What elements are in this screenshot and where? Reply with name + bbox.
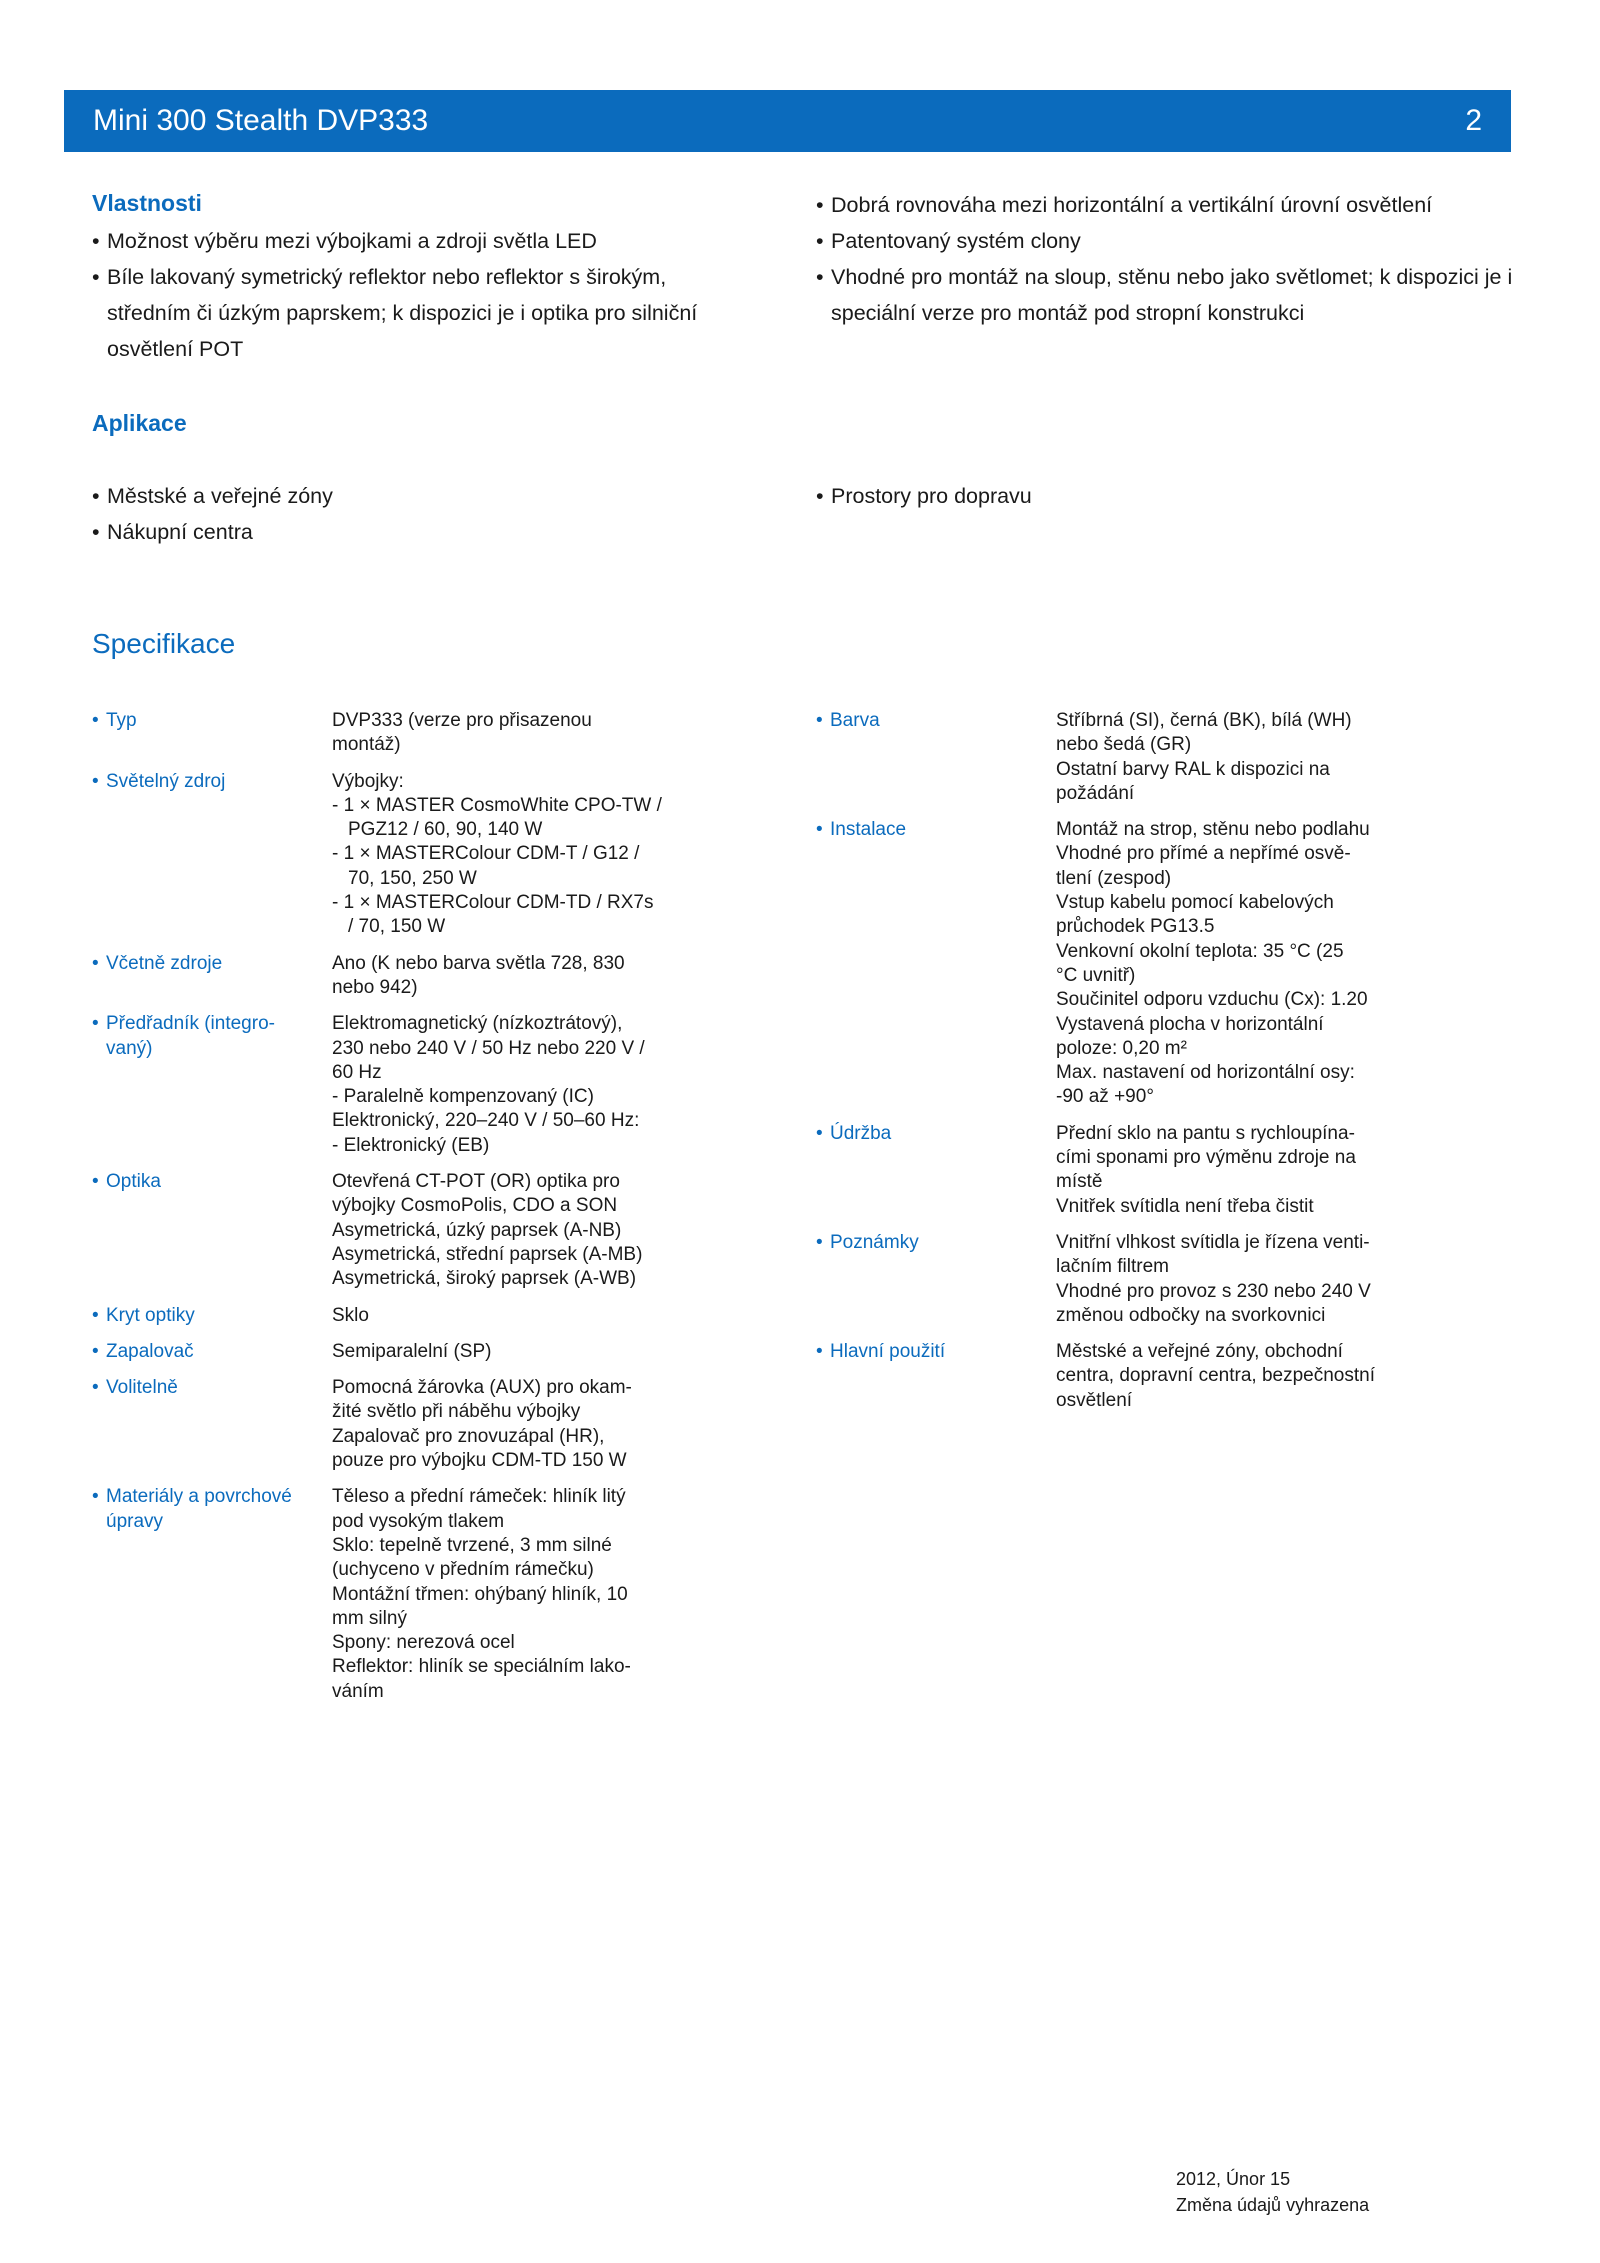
list-item: • Patentovaný systém clony: [816, 223, 1516, 259]
spec-value-line: tlení (zespod): [1056, 867, 1172, 889]
spec-value-line: montáž): [332, 734, 401, 756]
spec-value-line: Spony: nerezová ocel: [332, 1632, 515, 1654]
spec-value-dash-line: - 1 × MASTERColour CDM-T / G12 / 70, 150, 250 W: [332, 843, 640, 889]
spec-value-line: Ano (K nebo barva světla 728, 830: [332, 952, 625, 974]
spec-value-line: Ostatní barvy RAL k dispozici na: [1056, 758, 1330, 780]
spec-row: [816, 1340, 1388, 1413]
footer-note: Změna údajů vyhrazena: [1176, 2195, 1370, 2215]
spec-value-dash-line: - Elektronický (EB): [332, 1134, 490, 1156]
vlastnosti-title: Vlastnosti: [92, 190, 202, 216]
document-title: Mini 300 Stealth DVP333: [93, 104, 429, 137]
header-bar: [64, 90, 1511, 152]
spec-value: [1056, 709, 1388, 806]
spec-value: [1056, 1122, 1388, 1219]
spec-value-line: Zapalovač pro znovuzápal (HR),: [332, 1425, 605, 1447]
spec-value-line: váním: [332, 1680, 384, 1702]
spec-value: [332, 1376, 664, 1473]
spec-row: [92, 1376, 664, 1473]
spec-value-line: Asymetrická, střední paprsek (A-MB): [332, 1243, 643, 1265]
spec-row: [92, 770, 664, 940]
spec-label: • Světelný zdroj: [92, 770, 332, 940]
spec-value-line: nebo 942): [332, 976, 418, 998]
spec-value-line: požádání: [1056, 782, 1135, 804]
footer: [1176, 2166, 1369, 2218]
spec-value: [332, 952, 664, 1001]
spec-row: [816, 709, 1388, 806]
spec-label: • Poznámky: [816, 1231, 1056, 1328]
spec-value: [332, 1340, 664, 1364]
spec-value-line: Elektromagnetický (nízkoztrátový),: [332, 1013, 623, 1035]
spec-value-line: centra, dopravní centra, bezpečnostní: [1056, 1365, 1375, 1387]
list-item: • Vhodné pro montáž na sloup, stěnu nebo jako světlomet; k dispozici je i speciální verze pro montáž pod stropní konstrukci: [816, 259, 1516, 331]
list-item: • Městské a veřejné zóny: [92, 478, 742, 514]
spec-value-line: Otevřená CT-POT (OR) optika pro: [332, 1171, 620, 1193]
spec-value-line: Pomocná žárovka (AUX) pro okam-: [332, 1377, 632, 1399]
spec-value-line: žité světlo při náběhu výbojky: [332, 1401, 581, 1423]
spec-value: [332, 709, 664, 758]
spec-value-line: Těleso a přední rámeček: hliník litý: [332, 1486, 626, 1508]
spec-value-line: Elektronický, 220–240 V / 50–60 Hz:: [332, 1110, 640, 1132]
spec-value-line: (uchyceno v předním rámečku): [332, 1559, 594, 1581]
spec-value-line: pouze pro výbojku CDM-TD 150 W: [332, 1450, 627, 1472]
spec-value-line: nebo šedá (GR): [1056, 734, 1192, 756]
spec-value-line: Výbojky:: [332, 770, 404, 792]
spec-row: [92, 952, 664, 1001]
spec-value-line: výbojky CosmoPolis, CDO a SON: [332, 1195, 618, 1217]
spec-value-line: změnou odbočky na svorkovnici: [1056, 1304, 1326, 1326]
spec-label: • Typ: [92, 709, 332, 758]
spec-value-line: Asymetrická, široký paprsek (A-WB): [332, 1268, 637, 1290]
spec-right-column: [816, 709, 1388, 1425]
aplikace-right-list: [816, 478, 1466, 514]
spec-value-line: Sklo: [332, 1304, 369, 1326]
spec-row: [92, 1485, 664, 1704]
spec-label: • Předřadník (integro-vaný): [92, 1012, 332, 1158]
spec-value: [332, 1012, 664, 1158]
spec-label: • Instalace: [816, 818, 1056, 1110]
spec-value-line: osvětlení: [1056, 1389, 1133, 1411]
spec-value: [332, 770, 664, 940]
spec-value-line: lačním filtrem: [1056, 1256, 1169, 1278]
spec-label: • Hlavní použití: [816, 1340, 1056, 1413]
specifikace-title: Specifikace: [92, 628, 236, 659]
spec-label: • Barva: [816, 709, 1056, 806]
spec-left-column: [92, 709, 664, 1716]
spec-value-dash-line: - Paralelně kompenzovaný (IC): [332, 1086, 594, 1108]
spec-value-line: Reflektor: hliník se speciálním lako-: [332, 1656, 631, 1678]
spec-value: [332, 1485, 664, 1704]
page-number: 2: [1465, 104, 1482, 137]
spec-value-line: pod vysokým tlakem: [332, 1510, 505, 1532]
list-item: • Prostory pro dopravu: [816, 478, 1466, 514]
spec-value-line: Stříbrná (SI), černá (BK), bílá (WH): [1056, 710, 1352, 731]
spec-value-line: Součinitel odporu vzduchu (Cx): 1.20: [1056, 989, 1368, 1011]
spec-value: [1056, 818, 1388, 1110]
spec-row: [816, 818, 1388, 1110]
spec-row: [92, 1012, 664, 1158]
vlastnosti-right-list: [816, 187, 1516, 331]
spec-value: [1056, 1340, 1388, 1413]
spec-value-line: Vnitřek svítidla není třeba čistit: [1056, 1195, 1314, 1217]
spec-value-line: 230 nebo 240 V / 50 Hz nebo 220 V /: [332, 1037, 645, 1059]
spec-label: • Zapalovač: [92, 1340, 332, 1364]
list-item: • Možnost výběru mezi výbojkami a zdroji světla LED: [92, 223, 742, 259]
spec-row: [92, 1340, 664, 1364]
spec-value-line: Max. nastavení od horizontální osy:: [1056, 1062, 1355, 1084]
spec-value: [332, 1304, 664, 1328]
spec-value-line: DVP333 (verze pro přisazenou: [332, 710, 592, 731]
spec-value-dash-line: - 1 × MASTERColour CDM-TD / RX7s / 70, 150 W: [332, 892, 654, 938]
spec-value-line: Montážní třmen: ohýbaný hliník, 10: [332, 1583, 628, 1605]
spec-row: [816, 1231, 1388, 1328]
spec-value-line: Vnitřní vlhkost svítidla je řízena venti-: [1056, 1231, 1370, 1253]
footer-date: 2012, Únor 15: [1176, 2169, 1291, 2189]
spec-value: [1056, 1231, 1388, 1328]
spec-label: • Materiály a povrchové úpravy: [92, 1485, 332, 1704]
spec-value-line: Semiparalelní (SP): [332, 1340, 492, 1362]
vlastnosti-left-list: [92, 223, 742, 367]
aplikace-title: Aplikace: [92, 410, 187, 436]
spec-row: [92, 1304, 664, 1328]
spec-value-line: cími sponami pro výměnu zdroje na: [1056, 1147, 1356, 1169]
spec-value-dash-line: - 1 × MASTER CosmoWhite CPO-TW / PGZ12 / 60, 90, 140 W: [332, 794, 662, 841]
spec-row: [92, 1170, 664, 1291]
list-item: • Bíle lakovaný symetrický reflektor nebo reflektor s širokým, středním či úzkým paprskem; k dispozici je i optika pro silniční osvětlení POT: [92, 259, 742, 367]
spec-value-line: Vystavená plocha v horizontální: [1056, 1013, 1324, 1035]
spec-value-line: Venkovní okolní teplota: 35 °C (25: [1056, 940, 1344, 962]
spec-value-line: poloze: 0,20 m²: [1056, 1037, 1187, 1059]
aplikace-left-list: [92, 478, 742, 550]
spec-label: • Optika: [92, 1170, 332, 1291]
spec-value-line: místě: [1056, 1171, 1103, 1193]
spec-row: [92, 709, 664, 758]
spec-row: [816, 1122, 1388, 1219]
spec-value-line: Montáž na strop, stěnu nebo podlahu: [1056, 819, 1370, 841]
spec-label: • Volitelně: [92, 1376, 332, 1473]
spec-value-line: Sklo: tepelně tvrzené, 3 mm silné: [332, 1534, 612, 1556]
spec-label: • Včetně zdroje: [92, 952, 332, 1001]
spec-label: • Údržba: [816, 1122, 1056, 1219]
spec-value-line: -90 až +90°: [1056, 1086, 1154, 1108]
spec-value-line: 60 Hz: [332, 1061, 382, 1083]
spec-value-line: průchodek PG13.5: [1056, 916, 1215, 938]
list-item: • Nákupní centra: [92, 514, 742, 550]
spec-value-line: Asymetrická, úzký paprsek (A-NB): [332, 1219, 622, 1241]
spec-value-line: °C uvnitř): [1056, 964, 1136, 986]
spec-value: [332, 1170, 664, 1291]
list-item: • Dobrá rovnováha mezi horizontální a vertikální úrovní osvětlení: [816, 187, 1516, 223]
spec-value-line: mm silný: [332, 1607, 407, 1629]
spec-label: • Kryt optiky: [92, 1304, 332, 1328]
spec-value-line: Přední sklo na pantu s rychloupína-: [1056, 1122, 1355, 1144]
spec-value-line: Městské a veřejné zóny, obchodní: [1056, 1341, 1343, 1363]
spec-value-line: Vstup kabelu pomocí kabelových: [1056, 892, 1334, 914]
spec-value-line: Vhodné pro provoz s 230 nebo 240 V: [1056, 1280, 1371, 1302]
spec-value-line: Vhodné pro přímé a nepřímé osvě-: [1056, 843, 1351, 865]
